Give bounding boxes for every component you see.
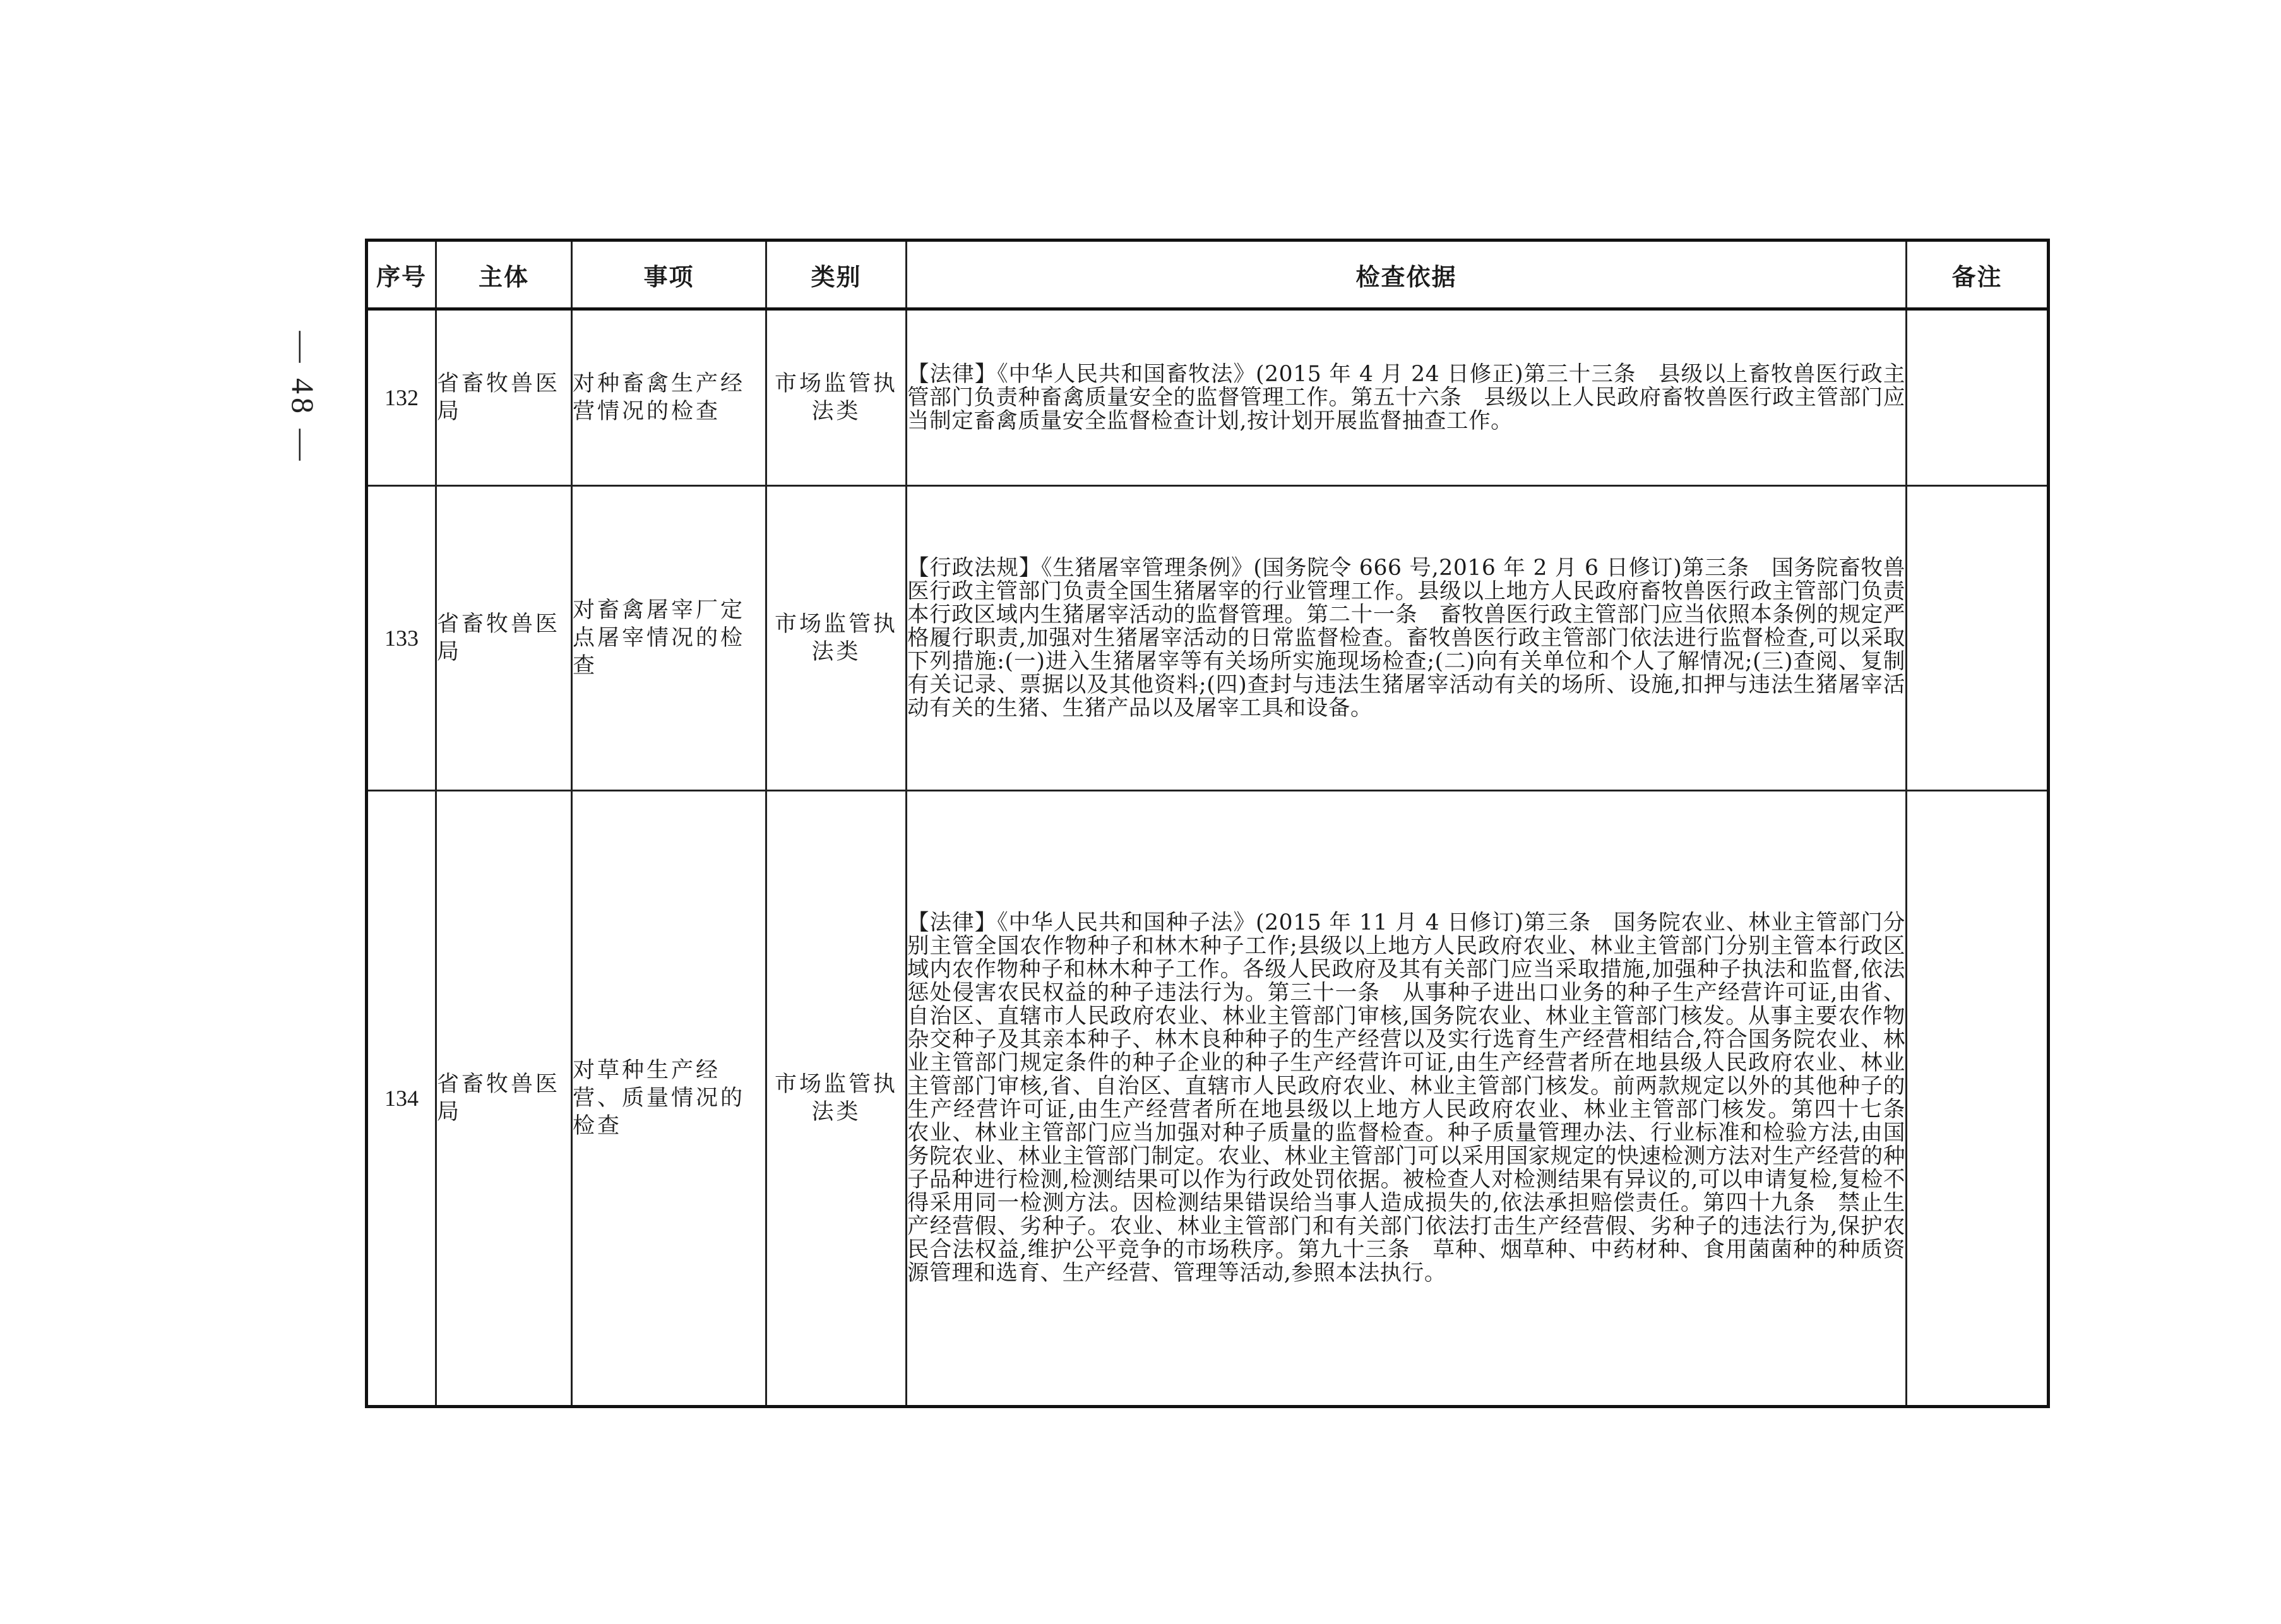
row-item: 对畜禽屠宰厂定点屠宰情况的检查 [572, 486, 766, 791]
row-note [1907, 791, 2049, 1407]
header-row [367, 240, 2049, 309]
header-item: 事项 [572, 240, 766, 309]
row-basis: 【法律】《中华人民共和国种子法》(2015 年 11 月 4 日修订)第三条 国务院农业、林业主管部门分别主管全国农作物种子和林木种子工作;县级以上地方人民政府农业、林业主管部门分别主管本行政区域内农作物种子和林木种子工作。各级人民政府及其有关部门应当采取措施,加强种子执法和监督,依法惩处侵害农民权益的种子违法行为。第三十一条 从事种子进出口业务的种子生产经营许可证,由省、自治区、直辖市人民政府农业、林业主管部门审核,国务院农业、林业主管部门核发。从事主要农作物杂交种子及其亲本种子、林木良种种子的生产经营以及实行选育生产经营相结合,符合国务院农业、林业主管部门规定条件的种子企业的种子生产经营许可证,由生产经营者所在地县级人民政府农业、林业主管部门审核,省、自治区、直辖市人民政府农业、林业主管部门核发。前两款规定以外的其他种子的生产经营许可证,由生产经营者所在地县级以上地方人民政府农业、林业主管部门核发。第四十七条 农业、林业主管部门应当加强对种子质量的监督检查。种子质量管理办法、行业标准和检验方法,由国务院农业、林业主管部门制定。农业、林业主管部门可以采用国家规定的快速检测方法对生产经营的种子品种进行检测,检测结果可以作为行政处罚依据。被检查人对检测结果有异议的,可以申请复检,复检不得采用同一检测方法。因检测结果错误给当事人造成损失的,依法承担赔偿责任。第四十九条 禁止生产经营假、劣种子。农业、林业主管部门和有关部门依法打击生产经营假、劣种子的违法行为,保护农民合法权益,维护公平竞争的市场秩序。第九十三条 草种、烟草种、中药材种、食用菌菌种的种质资源管理和选育、生产经营、管理等活动,参照本法执行。 [907, 791, 1907, 1407]
row-subject: 省畜牧兽医局 [436, 791, 572, 1407]
table-header [367, 240, 2049, 309]
row-basis: 【法律】《中华人民共和国畜牧法》(2015 年 4 月 24 日修正)第三十三条 县级以上畜牧兽医行政主管部门负责种畜禽质量安全的监督管理工作。第五十六条 县级以上人民政府畜牧兽医行政主管部门应当制定畜禽质量安全监督检查计划,按计划开展监督抽查工作。 [907, 309, 1907, 486]
row-note [1907, 486, 2049, 791]
header-basis: 检查依据 [907, 240, 1907, 309]
row-note [1907, 309, 2049, 486]
table-body [367, 309, 2049, 1407]
row-num: 134 [367, 791, 436, 1407]
row-type: 市场监管执法类 [766, 791, 907, 1407]
header-note: 备注 [1907, 240, 2049, 309]
header-subject: 主体 [436, 240, 572, 309]
row-item: 对种畜禽生产经营情况的检查 [572, 309, 766, 486]
row-subject: 省畜牧兽医局 [436, 309, 572, 486]
table-row [367, 309, 2049, 486]
row-num: 132 [367, 309, 436, 486]
row-type: 市场监管执法类 [766, 309, 907, 486]
header-num: 序号 [367, 240, 436, 309]
row-basis: 【行政法规】《生猪屠宰管理条例》(国务院令 666 号,2016 年 2 月 6 日修订)第三条 国务院畜牧兽医行政主管部门负责全国生猪屠宰的行业管理工作。县级以上地方人民政府畜牧兽医行政主管部门负责本行政区域内生猪屠宰活动的监督管理。第二十一条 畜牧兽医行政主管部门应当依照本条例的规定严格履行职责,加强对生猪屠宰活动的日常监督检查。畜牧兽医行政主管部门依法进行监督检查,可以采取下列措施:(一)进入生猪屠宰等有关场所实施现场检查;(二)向有关单位和个人了解情况;(三)查阅、复制有关记录、票据以及其他资料;(四)查封与违法生猪屠宰活动有关的场所、设施,扣押与违法生猪屠宰活动有关的生猪、生猪产品以及屠宰工具和设备。 [907, 486, 1907, 791]
row-type: 市场监管执法类 [766, 486, 907, 791]
table-row [367, 791, 2049, 1407]
row-num: 133 [367, 486, 436, 791]
table-row [367, 486, 2049, 791]
row-subject: 省畜牧兽医局 [436, 486, 572, 791]
inspection-table [365, 239, 2050, 1408]
header-type: 类别 [766, 240, 907, 309]
row-item: 对草种生产经营、质量情况的检查 [572, 791, 766, 1407]
page-number: — 48 — [285, 331, 321, 465]
